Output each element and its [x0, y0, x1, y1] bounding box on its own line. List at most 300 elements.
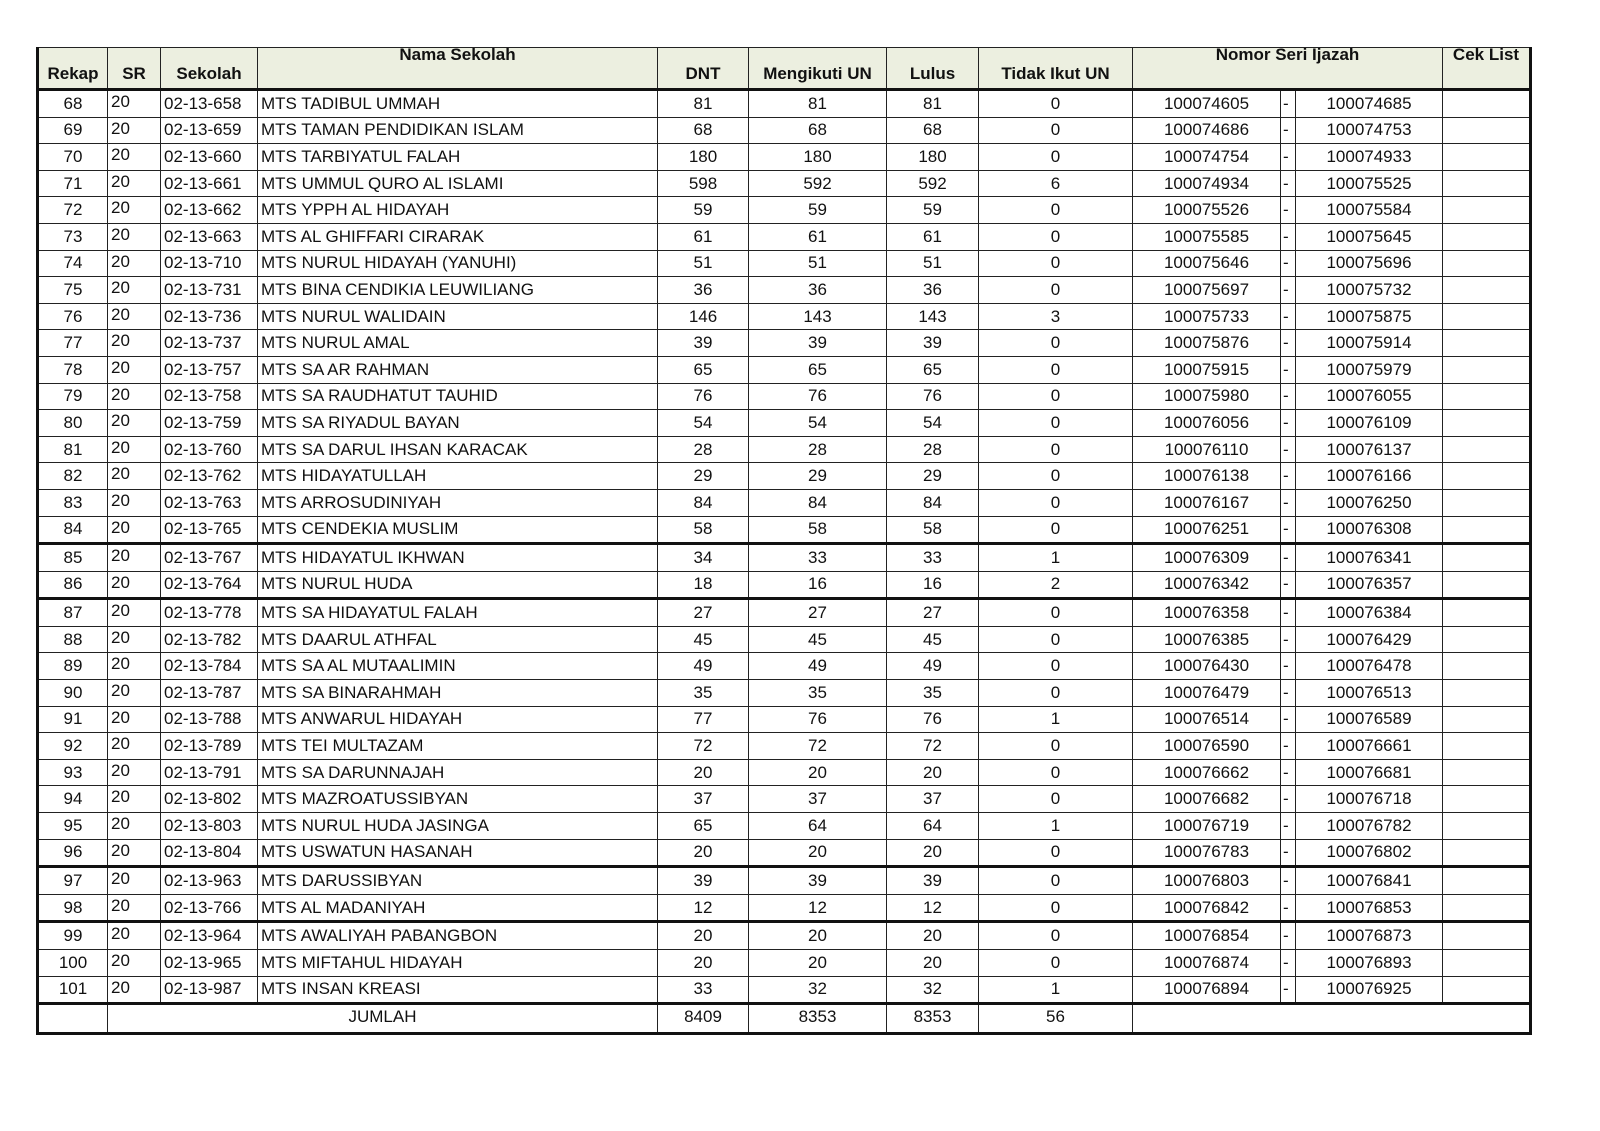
- cell-nama-sekolah: MTS SA DARUL IHSAN KARACAK: [258, 436, 658, 463]
- cell-dnt: 33: [658, 976, 749, 1004]
- cell-cek-list: [1443, 680, 1531, 707]
- cell-sr: 20: [108, 950, 161, 977]
- table-row: [38, 976, 1531, 1004]
- cell-cek-list: [1443, 463, 1531, 490]
- cell-lulus: 28: [887, 436, 979, 463]
- cell-dnt: 180: [658, 144, 749, 171]
- cell-cek-list: [1443, 759, 1531, 786]
- cell-seri-awal: 100076803: [1133, 867, 1281, 895]
- table-header-row: [38, 48, 1531, 90]
- cell-seri-separator: -: [1281, 867, 1296, 895]
- cell-seri-awal: 100076358: [1133, 599, 1281, 627]
- cell-cek-list: [1443, 544, 1531, 572]
- cell-lulus: 39: [887, 867, 979, 895]
- cell-nama-sekolah: MTS UMMUL QURO AL ISLAMI: [258, 170, 658, 197]
- cell-nama-sekolah: MTS INSAN KREASI: [258, 976, 658, 1004]
- cell-rekap: 72: [38, 197, 108, 224]
- cell-mengikuti-un: 20: [749, 922, 887, 950]
- cell-kode-sekolah: 02-13-710: [161, 250, 258, 277]
- cell-nama-sekolah: MTS YPPH AL HIDAYAH: [258, 197, 658, 224]
- cell-kode-sekolah: 02-13-965: [161, 950, 258, 977]
- cell-nama-sekolah: MTS AWALIYAH PABANGBON: [258, 922, 658, 950]
- cell-kode-sekolah: 02-13-802: [161, 786, 258, 813]
- cell-mengikuti-un: 27: [749, 599, 887, 627]
- cell-seri-separator: -: [1281, 813, 1296, 840]
- cell-seri-akhir: 100076893: [1296, 950, 1443, 977]
- table-row: [38, 706, 1531, 733]
- cell-mengikuti-un: 33: [749, 544, 887, 572]
- cell-tidak-ikut-un: 0: [979, 950, 1133, 977]
- cell-kode-sekolah: 02-13-760: [161, 436, 258, 463]
- cell-seri-awal: 100075915: [1133, 356, 1281, 383]
- cell-dnt: 54: [658, 410, 749, 437]
- cell-mengikuti-un: 45: [749, 626, 887, 653]
- cell-nama-sekolah: MTS TAMAN PENDIDIKAN ISLAM: [258, 117, 658, 144]
- cell-seri-awal: 100075526: [1133, 197, 1281, 224]
- cell-seri-awal: 100076430: [1133, 653, 1281, 680]
- cell-tidak-ikut-un: 0: [979, 516, 1133, 544]
- cell-seri-separator: -: [1281, 759, 1296, 786]
- cell-lulus: 72: [887, 733, 979, 760]
- cell-nama-sekolah: MTS SA AR RAHMAN: [258, 356, 658, 383]
- cell-seri-awal: 100076514: [1133, 706, 1281, 733]
- cell-lulus: 76: [887, 706, 979, 733]
- cell-sr: 20: [108, 277, 161, 304]
- cell-mengikuti-un: 64: [749, 813, 887, 840]
- cell-dnt: 61: [658, 223, 749, 250]
- cell-dnt: 146: [658, 303, 749, 330]
- cell-kode-sekolah: 02-13-963: [161, 867, 258, 895]
- cell-mengikuti-un: 39: [749, 330, 887, 357]
- cell-cek-list: [1443, 170, 1531, 197]
- cell-tidak-ikut-un: 1: [979, 813, 1133, 840]
- table-row: [38, 922, 1531, 950]
- cell-mengikuti-un: 54: [749, 410, 887, 437]
- cell-tidak-ikut-un: 1: [979, 976, 1133, 1004]
- cell-seri-awal: 100075646: [1133, 250, 1281, 277]
- cell-rekap: 90: [38, 680, 108, 707]
- cell-rekap: 100: [38, 950, 108, 977]
- cell-lulus: 143: [887, 303, 979, 330]
- cell-seri-separator: -: [1281, 330, 1296, 357]
- cell-sr: 20: [108, 599, 161, 627]
- cell-lulus: 35: [887, 680, 979, 707]
- cell-kode-sekolah: 02-13-804: [161, 839, 258, 867]
- cell-kode-sekolah: 02-13-661: [161, 170, 258, 197]
- cell-seri-awal: 100076590: [1133, 733, 1281, 760]
- cell-seri-separator: -: [1281, 706, 1296, 733]
- cell-kode-sekolah: 02-13-731: [161, 277, 258, 304]
- cell-sr: 20: [108, 144, 161, 171]
- cell-mengikuti-un: 51: [749, 250, 887, 277]
- table-row: [38, 250, 1531, 277]
- cell-lulus: 76: [887, 383, 979, 410]
- cell-mengikuti-un: 29: [749, 463, 887, 490]
- cell-nama-sekolah: MTS TADIBUL UMMAH: [258, 90, 658, 118]
- cell-rekap: 81: [38, 436, 108, 463]
- cell-dnt: 20: [658, 922, 749, 950]
- table-row: [38, 759, 1531, 786]
- cell-seri-awal: 100076309: [1133, 544, 1281, 572]
- cell-tidak-ikut-un: 0: [979, 90, 1133, 118]
- cell-sr: 20: [108, 706, 161, 733]
- cell-cek-list: [1443, 410, 1531, 437]
- cell-rekap: 92: [38, 733, 108, 760]
- cell-seri-akhir: 100076250: [1296, 489, 1443, 516]
- cell-rekap: 85: [38, 544, 108, 572]
- cell-sr: 20: [108, 653, 161, 680]
- cell-lulus: 27: [887, 599, 979, 627]
- total-empty-cell: [38, 1004, 108, 1034]
- cell-seri-akhir: 100076681: [1296, 759, 1443, 786]
- cell-seri-akhir: 100076589: [1296, 706, 1443, 733]
- cell-mengikuti-un: 180: [749, 144, 887, 171]
- cell-dnt: 51: [658, 250, 749, 277]
- cell-kode-sekolah: 02-13-758: [161, 383, 258, 410]
- cell-tidak-ikut-un: 1: [979, 544, 1133, 572]
- total-nomor-seri-empty: [1133, 1004, 1531, 1034]
- cell-nama-sekolah: MTS DAARUL ATHFAL: [258, 626, 658, 653]
- cell-sr: 20: [108, 786, 161, 813]
- cell-seri-akhir: 100076166: [1296, 463, 1443, 490]
- cell-seri-awal: 100076110: [1133, 436, 1281, 463]
- cell-seri-akhir: 100076873: [1296, 922, 1443, 950]
- cell-seri-akhir: 100075914: [1296, 330, 1443, 357]
- cell-nama-sekolah: MTS DARUSSIBYAN: [258, 867, 658, 895]
- cell-tidak-ikut-un: 0: [979, 839, 1133, 867]
- cell-sr: 20: [108, 922, 161, 950]
- cell-tidak-ikut-un: 2: [979, 571, 1133, 599]
- cell-mengikuti-un: 61: [749, 223, 887, 250]
- table-row: [38, 894, 1531, 922]
- cell-seri-akhir: 100076429: [1296, 626, 1443, 653]
- cell-tidak-ikut-un: 0: [979, 223, 1133, 250]
- cell-lulus: 180: [887, 144, 979, 171]
- cell-dnt: 58: [658, 516, 749, 544]
- table-row: [38, 410, 1531, 437]
- cell-seri-awal: 100076479: [1133, 680, 1281, 707]
- cell-mengikuti-un: 20: [749, 839, 887, 867]
- cell-nama-sekolah: MTS ARROSUDINIYAH: [258, 489, 658, 516]
- table-row: [38, 144, 1531, 171]
- cell-mengikuti-un: 72: [749, 733, 887, 760]
- table-row: [38, 786, 1531, 813]
- cell-seri-separator: -: [1281, 489, 1296, 516]
- cell-nama-sekolah: MTS SA RAUDHATUT TAUHID: [258, 383, 658, 410]
- cell-mengikuti-un: 76: [749, 706, 887, 733]
- cell-seri-awal: 100076682: [1133, 786, 1281, 813]
- cell-kode-sekolah: 02-13-737: [161, 330, 258, 357]
- cell-dnt: 12: [658, 894, 749, 922]
- cell-tidak-ikut-un: 0: [979, 330, 1133, 357]
- cell-seri-akhir: 100076341: [1296, 544, 1443, 572]
- cell-lulus: 37: [887, 786, 979, 813]
- cell-cek-list: [1443, 976, 1531, 1004]
- cell-seri-akhir: 100076718: [1296, 786, 1443, 813]
- cell-cek-list: [1443, 706, 1531, 733]
- cell-rekap: 70: [38, 144, 108, 171]
- cell-sr: 20: [108, 626, 161, 653]
- cell-mengikuti-un: 20: [749, 950, 887, 977]
- cell-seri-awal: 100076385: [1133, 626, 1281, 653]
- cell-dnt: 20: [658, 839, 749, 867]
- cell-seri-awal: 100076056: [1133, 410, 1281, 437]
- header-dnt: DNT: [658, 48, 749, 90]
- cell-tidak-ikut-un: 0: [979, 250, 1133, 277]
- cell-kode-sekolah: 02-13-782: [161, 626, 258, 653]
- cell-lulus: 45: [887, 626, 979, 653]
- cell-seri-awal: 100076874: [1133, 950, 1281, 977]
- cell-cek-list: [1443, 653, 1531, 680]
- cell-lulus: 32: [887, 976, 979, 1004]
- cell-lulus: 592: [887, 170, 979, 197]
- cell-tidak-ikut-un: 0: [979, 356, 1133, 383]
- cell-rekap: 73: [38, 223, 108, 250]
- cell-dnt: 20: [658, 759, 749, 786]
- cell-rekap: 69: [38, 117, 108, 144]
- cell-dnt: 65: [658, 813, 749, 840]
- cell-sr: 20: [108, 894, 161, 922]
- cell-kode-sekolah: 02-13-803: [161, 813, 258, 840]
- cell-tidak-ikut-un: 0: [979, 786, 1133, 813]
- cell-mengikuti-un: 143: [749, 303, 887, 330]
- cell-lulus: 61: [887, 223, 979, 250]
- cell-lulus: 65: [887, 356, 979, 383]
- cell-sr: 20: [108, 867, 161, 895]
- cell-sr: 20: [108, 117, 161, 144]
- cell-mengikuti-un: 12: [749, 894, 887, 922]
- cell-tidak-ikut-un: 0: [979, 197, 1133, 224]
- cell-mengikuti-un: 35: [749, 680, 887, 707]
- cell-tidak-ikut-un: 0: [979, 922, 1133, 950]
- cell-cek-list: [1443, 489, 1531, 516]
- cell-seri-separator: -: [1281, 571, 1296, 599]
- cell-cek-list: [1443, 277, 1531, 304]
- cell-seri-akhir: 100075875: [1296, 303, 1443, 330]
- cell-dnt: 28: [658, 436, 749, 463]
- cell-rekap: 93: [38, 759, 108, 786]
- cell-dnt: 65: [658, 356, 749, 383]
- cell-seri-akhir: 100076782: [1296, 813, 1443, 840]
- cell-seri-awal: 100075733: [1133, 303, 1281, 330]
- cell-cek-list: [1443, 144, 1531, 171]
- cell-dnt: 81: [658, 90, 749, 118]
- cell-seri-akhir: 100075584: [1296, 197, 1443, 224]
- cell-mengikuti-un: 68: [749, 117, 887, 144]
- cell-dnt: 598: [658, 170, 749, 197]
- table-row: [38, 356, 1531, 383]
- cell-seri-separator: -: [1281, 117, 1296, 144]
- table-row: [38, 436, 1531, 463]
- cell-cek-list: [1443, 599, 1531, 627]
- cell-nama-sekolah: MTS AL MADANIYAH: [258, 894, 658, 922]
- cell-dnt: 49: [658, 653, 749, 680]
- cell-rekap: 75: [38, 277, 108, 304]
- cell-cek-list: [1443, 90, 1531, 118]
- table-row: [38, 626, 1531, 653]
- cell-kode-sekolah: 02-13-763: [161, 489, 258, 516]
- cell-kode-sekolah: 02-13-987: [161, 976, 258, 1004]
- cell-mengikuti-un: 16: [749, 571, 887, 599]
- table-row: [38, 733, 1531, 760]
- cell-cek-list: [1443, 330, 1531, 357]
- cell-dnt: 45: [658, 626, 749, 653]
- cell-tidak-ikut-un: 0: [979, 277, 1133, 304]
- cell-cek-list: [1443, 786, 1531, 813]
- table-row: [38, 330, 1531, 357]
- cell-rekap: 68: [38, 90, 108, 118]
- cell-seri-awal: 100076251: [1133, 516, 1281, 544]
- cell-cek-list: [1443, 922, 1531, 950]
- cell-tidak-ikut-un: 0: [979, 894, 1133, 922]
- cell-kode-sekolah: 02-13-736: [161, 303, 258, 330]
- cell-seri-akhir: 100076308: [1296, 516, 1443, 544]
- cell-kode-sekolah: 02-13-764: [161, 571, 258, 599]
- cell-seri-akhir: 100076513: [1296, 680, 1443, 707]
- cell-nama-sekolah: MTS NURUL AMAL: [258, 330, 658, 357]
- cell-dnt: 39: [658, 867, 749, 895]
- cell-rekap: 86: [38, 571, 108, 599]
- cell-nama-sekolah: MTS SA HIDAYATUL FALAH: [258, 599, 658, 627]
- cell-lulus: 12: [887, 894, 979, 922]
- cell-seri-separator: -: [1281, 383, 1296, 410]
- cell-seri-separator: -: [1281, 303, 1296, 330]
- cell-nama-sekolah: MTS NURUL WALIDAIN: [258, 303, 658, 330]
- cell-seri-awal: 100076138: [1133, 463, 1281, 490]
- cell-rekap: 77: [38, 330, 108, 357]
- cell-rekap: 80: [38, 410, 108, 437]
- total-row: [38, 1004, 1531, 1034]
- cell-sr: 20: [108, 410, 161, 437]
- cell-nama-sekolah: MTS HIDAYATUL IKHWAN: [258, 544, 658, 572]
- cell-seri-separator: -: [1281, 733, 1296, 760]
- table-body: [38, 90, 1531, 1004]
- table-row: [38, 950, 1531, 977]
- cell-seri-akhir: 100075525: [1296, 170, 1443, 197]
- cell-nama-sekolah: MTS SA DARUNNAJAH: [258, 759, 658, 786]
- cell-sr: 20: [108, 303, 161, 330]
- cell-mengikuti-un: 65: [749, 356, 887, 383]
- table-row: [38, 463, 1531, 490]
- table-row: [38, 516, 1531, 544]
- cell-dnt: 34: [658, 544, 749, 572]
- cell-cek-list: [1443, 223, 1531, 250]
- cell-seri-akhir: 100074933: [1296, 144, 1443, 171]
- cell-nama-sekolah: MTS USWATUN HASANAH: [258, 839, 658, 867]
- cell-cek-list: [1443, 356, 1531, 383]
- cell-seri-awal: 100074686: [1133, 117, 1281, 144]
- header-tidak-ikut-un: Tidak Ikut UN: [979, 48, 1133, 90]
- cell-rekap: 96: [38, 839, 108, 867]
- cell-mengikuti-un: 49: [749, 653, 887, 680]
- cell-seri-akhir: 100076055: [1296, 383, 1443, 410]
- cell-seri-separator: -: [1281, 786, 1296, 813]
- header-sr: SR: [108, 48, 161, 90]
- cell-seri-separator: -: [1281, 463, 1296, 490]
- table-row: [38, 544, 1531, 572]
- cell-mengikuti-un: 592: [749, 170, 887, 197]
- cell-seri-awal: 100076167: [1133, 489, 1281, 516]
- cell-rekap: 82: [38, 463, 108, 490]
- cell-lulus: 51: [887, 250, 979, 277]
- cell-tidak-ikut-un: 0: [979, 463, 1133, 490]
- cell-sr: 20: [108, 733, 161, 760]
- cell-lulus: 84: [887, 489, 979, 516]
- cell-nama-sekolah: MTS NURUL HUDA: [258, 571, 658, 599]
- cell-sr: 20: [108, 436, 161, 463]
- cell-tidak-ikut-un: 0: [979, 436, 1133, 463]
- cell-tidak-ikut-un: 0: [979, 867, 1133, 895]
- cell-cek-list: [1443, 303, 1531, 330]
- cell-nama-sekolah: MTS NURUL HUDA JASINGA: [258, 813, 658, 840]
- cell-sr: 20: [108, 250, 161, 277]
- cell-lulus: 20: [887, 839, 979, 867]
- cell-seri-separator: -: [1281, 894, 1296, 922]
- header-cek-list: Cek List: [1443, 48, 1531, 90]
- cell-cek-list: [1443, 197, 1531, 224]
- cell-tidak-ikut-un: 0: [979, 144, 1133, 171]
- cell-lulus: 64: [887, 813, 979, 840]
- cell-kode-sekolah: 02-13-662: [161, 197, 258, 224]
- header-mengikuti-un: Mengikuti UN: [749, 48, 887, 90]
- cell-lulus: 54: [887, 410, 979, 437]
- cell-lulus: 68: [887, 117, 979, 144]
- total-dnt: 8409: [658, 1004, 749, 1034]
- table-row: [38, 223, 1531, 250]
- cell-seri-separator: -: [1281, 680, 1296, 707]
- cell-seri-awal: 100075876: [1133, 330, 1281, 357]
- cell-rekap: 71: [38, 170, 108, 197]
- cell-mengikuti-un: 20: [749, 759, 887, 786]
- cell-tidak-ikut-un: 0: [979, 733, 1133, 760]
- cell-seri-akhir: 100075979: [1296, 356, 1443, 383]
- cell-nama-sekolah: MTS MAZROATUSSIBYAN: [258, 786, 658, 813]
- cell-sr: 20: [108, 544, 161, 572]
- cell-seri-awal: 100076342: [1133, 571, 1281, 599]
- cell-dnt: 29: [658, 463, 749, 490]
- cell-nama-sekolah: MTS SA BINARAHMAH: [258, 680, 658, 707]
- cell-tidak-ikut-un: 0: [979, 410, 1133, 437]
- cell-kode-sekolah: 02-13-757: [161, 356, 258, 383]
- cell-rekap: 91: [38, 706, 108, 733]
- cell-dnt: 59: [658, 197, 749, 224]
- header-nama-sekolah: Nama Sekolah: [258, 48, 658, 90]
- cell-seri-akhir: 100076841: [1296, 867, 1443, 895]
- cell-seri-akhir: 100076478: [1296, 653, 1443, 680]
- table-row: [38, 571, 1531, 599]
- cell-dnt: 37: [658, 786, 749, 813]
- cell-seri-akhir: 100075732: [1296, 277, 1443, 304]
- cell-seri-separator: -: [1281, 410, 1296, 437]
- cell-lulus: 36: [887, 277, 979, 304]
- cell-seri-awal: 100074605: [1133, 90, 1281, 118]
- cell-nama-sekolah: MTS NURUL HIDAYAH (YANUHI): [258, 250, 658, 277]
- cell-mengikuti-un: 58: [749, 516, 887, 544]
- cell-cek-list: [1443, 383, 1531, 410]
- cell-dnt: 72: [658, 733, 749, 760]
- cell-seri-separator: -: [1281, 250, 1296, 277]
- cell-kode-sekolah: 02-13-791: [161, 759, 258, 786]
- cell-cek-list: [1443, 839, 1531, 867]
- cell-rekap: 97: [38, 867, 108, 895]
- cell-rekap: 76: [38, 303, 108, 330]
- table-row: [38, 599, 1531, 627]
- cell-seri-awal: 100076719: [1133, 813, 1281, 840]
- cell-dnt: 39: [658, 330, 749, 357]
- cell-dnt: 68: [658, 117, 749, 144]
- cell-dnt: 35: [658, 680, 749, 707]
- cell-lulus: 49: [887, 653, 979, 680]
